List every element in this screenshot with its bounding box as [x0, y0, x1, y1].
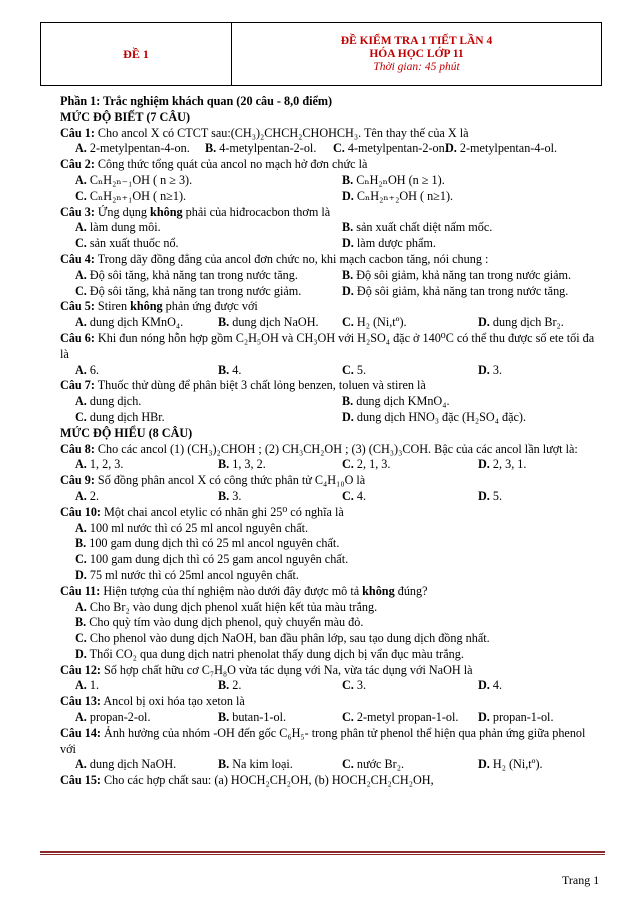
- option-letter: B.: [218, 710, 230, 725]
- option-text: H₂ (Ni,tº).: [489, 757, 543, 772]
- answer-option: [75, 710, 151, 726]
- answer-option: [75, 220, 161, 236]
- answer-option: [218, 315, 319, 331]
- footer-divider: [40, 851, 605, 853]
- page-number: Trang 1: [562, 873, 600, 887]
- answer-option: [75, 757, 176, 773]
- option-letter: A.: [75, 678, 87, 693]
- question-number: Câu 3:: [60, 204, 95, 219]
- question-number: Câu 4:: [60, 251, 95, 266]
- option-letter: B.: [75, 615, 87, 630]
- option-letter: C.: [75, 283, 87, 298]
- answer-option: [478, 489, 502, 505]
- option-text: dung dịch HNO₃ đặc (H₂SO₄ đặc).: [353, 409, 527, 424]
- question-text: Số hợp chất hữu cơ C₇H₈O vừa tác dụng với Na, vừa tác dụng với NaOH là: [100, 662, 473, 677]
- answer-options-row: [60, 236, 600, 252]
- answer-option: [342, 189, 453, 205]
- answer-option: [342, 678, 366, 694]
- option-text: 2-metyl propan-1-ol.: [353, 710, 459, 725]
- question-stem: [60, 442, 600, 458]
- option-letter: C.: [342, 678, 354, 693]
- option-text: 2, 3, 1.: [489, 457, 527, 472]
- answer-option: [478, 757, 543, 773]
- option-letter: C.: [342, 362, 354, 377]
- answer-options-row: [60, 521, 600, 537]
- option-letter: A.: [75, 362, 87, 377]
- question-text: Stiren: [94, 299, 131, 314]
- option-text: sản xuất thuốc nổ.: [86, 236, 179, 251]
- option-text: 3.: [353, 678, 367, 693]
- option-letter: A.: [75, 710, 87, 725]
- option-letter: D.: [478, 457, 490, 472]
- question-text: Cho các hợp chất sau: (a) HOCH₂CH₂OH, (b) HOCH₂CH₂CH₂OH,: [100, 773, 434, 788]
- answer-options-row: [60, 220, 600, 236]
- option-text: 4.: [489, 678, 503, 693]
- question-stem: [60, 773, 600, 789]
- option-letter: C.: [342, 457, 354, 472]
- answer-option: [75, 552, 348, 568]
- question-number: Câu 12:: [60, 662, 101, 677]
- question-text-rest: phải của hiđrocacbon thơm là: [182, 204, 331, 219]
- question-number: Câu 7:: [60, 378, 95, 393]
- question-number: Câu 11:: [60, 583, 101, 598]
- question-text: Cho các ancol (1) (CH₃)₂CHOH ; (2) CH₃CH₂OH ; (3) (CH₃)₃COH. Bậc của các ancol lần lượt là:: [94, 441, 578, 456]
- question-emphasis: không: [130, 299, 163, 314]
- option-text: propan-2-ol.: [86, 710, 151, 725]
- answer-option: [342, 457, 390, 473]
- option-text: 5.: [489, 488, 503, 503]
- answer-option: [75, 141, 190, 157]
- option-text: Độ sôi giảm, khả năng tan trong nước tăng.: [353, 283, 569, 298]
- question-number: Câu 10:: [60, 504, 101, 519]
- answer-option: [75, 173, 192, 189]
- answer-options-row: [60, 757, 600, 773]
- option-text: Cho quỳ tím vào dung dịch phenol, quỳ chuyển màu đỏ.: [86, 615, 364, 630]
- option-letter: B.: [218, 457, 230, 472]
- answer-option: [75, 189, 186, 205]
- option-letter: D.: [478, 362, 490, 377]
- question-stem: [60, 252, 600, 268]
- answer-option: [75, 410, 165, 426]
- option-text: 1.: [86, 678, 100, 693]
- answer-options-row: [60, 552, 600, 568]
- option-letter: A.: [75, 757, 87, 772]
- option-text: Na kim loại.: [229, 757, 293, 772]
- option-text: 4.: [229, 362, 242, 377]
- option-letter: D.: [478, 315, 490, 330]
- question-stem: [60, 694, 600, 710]
- exam-header: [40, 22, 602, 86]
- answer-option: [342, 410, 526, 426]
- answer-option: [75, 521, 308, 537]
- option-letter: C.: [75, 552, 87, 567]
- option-text: 100 gam dung dịch thì có 25 gam ancol nguyên chất.: [86, 552, 349, 567]
- question-text: Công thức tổng quát của ancol no mạch hở đơn chức là: [94, 157, 368, 172]
- question-stem: [60, 126, 600, 142]
- question-text: Thuốc thử dùng để phân biệt 3 chất lỏng benzen, toluen và stiren là: [94, 378, 426, 393]
- option-letter: B.: [218, 757, 230, 772]
- option-text: 100 gam dung dịch thì có 25 ml ancol nguyên chất.: [86, 536, 340, 551]
- question-text-rest: đúng?: [394, 583, 428, 598]
- answer-options-row: [60, 173, 600, 189]
- question-text: Một chai ancol etylic có nhãn ghi 25⁰ có nghĩa là: [100, 504, 344, 519]
- option-text: Cho phenol vào dung dịch NaOH, ban đầu phân lớp, sau tạo dung dịch đồng nhất.: [86, 631, 490, 646]
- option-text: CₙH₂ₙ₊₁OH ( n≥1).: [86, 188, 187, 203]
- option-letter: D.: [445, 141, 457, 156]
- option-letter: D.: [478, 678, 490, 693]
- question-text: Trong dãy đồng đẳng của ancol đơn chức no, khi mạch cacbon tăng, nói chung :: [94, 251, 489, 266]
- answer-option: [342, 315, 407, 331]
- footer-divider-thin: [40, 854, 605, 855]
- question-emphasis: không: [362, 583, 395, 598]
- option-letter: B.: [342, 267, 354, 282]
- option-letter: A.: [75, 520, 87, 535]
- option-text: làm dược phẩm.: [353, 236, 436, 251]
- answer-option: [342, 236, 436, 252]
- answer-option: [75, 315, 183, 331]
- question-number: Câu 13:: [60, 694, 101, 709]
- answer-option: [75, 394, 141, 410]
- option-letter: D.: [75, 567, 87, 582]
- option-text: CₙH₂ₙ₋₁OH ( n ≥ 3).: [86, 172, 193, 187]
- answer-options-row: [60, 189, 600, 205]
- question-number: Câu 15:: [60, 773, 101, 788]
- option-text: dung dịch KMnO₄.: [86, 315, 184, 330]
- option-text: sản xuất chất diệt nấm mốc.: [353, 220, 493, 235]
- answer-option: [75, 284, 301, 300]
- answer-option: [75, 236, 179, 252]
- option-letter: A.: [75, 267, 87, 282]
- option-letter: C.: [75, 409, 87, 424]
- option-letter: A.: [75, 172, 87, 187]
- question-number: Câu 8:: [60, 441, 95, 456]
- option-letter: A.: [75, 394, 87, 409]
- answer-option: [75, 536, 339, 552]
- question-stem: [60, 505, 600, 521]
- answer-option: [205, 141, 316, 157]
- question-emphasis: không: [150, 204, 183, 219]
- exam-title: ĐỀ KIỂM TRA 1 TIẾT LẦN 4: [340, 34, 493, 47]
- answer-option: [342, 284, 568, 300]
- question-text: Cho ancol X có CTCT sau:(CH₃)₂CHCH₂CHOHCH₃. Tên thay thế của X là: [94, 125, 469, 140]
- option-text: làm dung môi.: [86, 220, 161, 235]
- option-text: dung dịch NaOH.: [86, 757, 177, 772]
- exam-content: [60, 94, 600, 789]
- option-letter: C.: [333, 141, 345, 156]
- question-stem: [60, 378, 600, 394]
- question-number: Câu 14:: [60, 725, 101, 740]
- option-text: 3.: [489, 362, 503, 377]
- option-letter: A.: [75, 141, 87, 156]
- option-text: dung dịch Br₂.: [489, 315, 564, 330]
- option-text: CₙH₂ₙ₊₂OH ( n≥1).: [353, 188, 454, 203]
- answer-options-row: [60, 268, 600, 284]
- answer-options-row: [60, 647, 600, 663]
- answer-options-row: [60, 615, 600, 631]
- answer-option: [478, 315, 564, 331]
- option-text: Độ sôi tăng, khả năng tan trong nước tăng.: [86, 267, 298, 282]
- question-stem: [60, 726, 600, 758]
- option-letter: B.: [75, 536, 87, 551]
- question-text: Số đồng phân ancol X có công thức phân tử C₄H₁₀O là: [94, 473, 366, 488]
- answer-option: [75, 457, 123, 473]
- answer-options-row: [60, 489, 600, 505]
- exam-subject: HÓA HỌC LỚP 11: [369, 47, 464, 60]
- question-number: Câu 9:: [60, 473, 95, 488]
- answer-options-row: [60, 631, 600, 647]
- question-stem: [60, 584, 600, 600]
- option-letter: D.: [342, 409, 354, 424]
- answer-option: [75, 647, 464, 663]
- answer-options-row: [60, 284, 600, 300]
- question-stem: [60, 157, 600, 173]
- option-text: 4-metylpentan-2-ol.: [216, 141, 317, 156]
- question-text: Hiện tượng của thí nghiệm nào dưới đây được mô tả: [100, 583, 363, 598]
- question-stem: [60, 205, 600, 221]
- answer-options-row: [60, 568, 600, 584]
- answer-option: [342, 220, 492, 236]
- answer-option: [333, 141, 448, 157]
- answer-option: [75, 568, 299, 584]
- option-text: 1, 3, 2.: [229, 457, 266, 472]
- option-letter: B.: [218, 315, 230, 330]
- answer-options-row: [60, 141, 600, 157]
- option-text: nước Br₂.: [353, 757, 404, 772]
- option-text: 75 ml nước thì có 25ml ancol nguyên chất.: [86, 567, 299, 582]
- option-letter: D.: [478, 757, 490, 772]
- option-text: Cho Br₂ vào dung dịch phenol xuất hiện kết tủa màu trắng.: [86, 599, 378, 614]
- option-letter: D.: [478, 710, 490, 725]
- question-text: Khi đun nóng hỗn hợp gồm C₂H₅OH và CH₃OH với H₂SO₄ đặc ở 140⁰C có thể thu được số ete tối đa là: [60, 330, 595, 361]
- answer-options-row: [60, 363, 600, 379]
- option-text: 6.: [86, 362, 100, 377]
- option-letter: C.: [75, 631, 87, 646]
- question-text: Ứng dụng: [94, 204, 151, 219]
- option-text: 1, 2, 3.: [86, 457, 124, 472]
- answer-option: [342, 268, 571, 284]
- option-text: Thổi CO₂ qua dung dịch natri phenolat thấy dung dịch bị vẩn đục màu trắng.: [86, 646, 464, 661]
- section-heading: MỨC ĐỘ HIỂU (8 CÂU): [60, 425, 193, 440]
- option-text: 4-metylpentan-2-on.: [344, 141, 448, 156]
- option-text: butan-1-ol.: [229, 710, 287, 725]
- question-number: Câu 6:: [60, 330, 95, 345]
- answer-option: [342, 173, 445, 189]
- option-letter: C.: [342, 488, 354, 503]
- option-text: 4.: [353, 488, 367, 503]
- question-stem: [60, 473, 600, 489]
- answer-option: [218, 678, 241, 694]
- question-number: Câu 2:: [60, 157, 95, 172]
- answer-option: [75, 600, 377, 616]
- exam-title-block: [232, 23, 601, 85]
- answer-option: [478, 363, 502, 379]
- option-letter: A.: [75, 599, 87, 614]
- option-letter: D.: [342, 236, 354, 251]
- option-letter: C.: [342, 757, 354, 772]
- option-text: dung dịch KMnO₄.: [353, 394, 450, 409]
- answer-option: [218, 457, 266, 473]
- option-letter: B.: [218, 678, 230, 693]
- question-number: Câu 1:: [60, 125, 95, 140]
- option-letter: A.: [75, 488, 87, 503]
- section-heading: Phần 1: Trắc nghiệm khách quan (20 câu - 8,0 điểm): [60, 94, 333, 108]
- answer-option: [342, 489, 366, 505]
- exam-code: ĐỀ 1: [41, 23, 232, 85]
- answer-options-row: [60, 457, 600, 473]
- option-text: H₂ (Ni,tº).: [353, 315, 407, 330]
- answer-options-row: [60, 710, 600, 726]
- question-text-rest: phản ứng được với: [162, 299, 258, 314]
- option-letter: C.: [342, 315, 354, 330]
- option-text: CₙH₂ₙOH (n ≥ 1).: [353, 172, 445, 187]
- question-text: Ancol bị oxi hóa tạo xeton là: [100, 694, 245, 709]
- option-text: dung dịch.: [86, 394, 142, 409]
- option-letter: B.: [342, 220, 354, 235]
- option-letter: D.: [75, 646, 87, 661]
- option-text: 2.: [229, 678, 242, 693]
- question-stem: [60, 299, 600, 315]
- answer-options-row: [60, 536, 600, 552]
- answer-option: [342, 757, 404, 773]
- answer-option: [218, 489, 241, 505]
- option-text: 2-metylpentan-4-ol.: [456, 141, 558, 156]
- answer-option: [445, 141, 557, 157]
- answer-options-row: [60, 315, 600, 331]
- answer-option: [218, 757, 293, 773]
- answer-option: [478, 678, 502, 694]
- option-letter: D.: [478, 488, 490, 503]
- answer-option: [342, 394, 450, 410]
- answer-options-row: [60, 678, 600, 694]
- answer-option: [75, 363, 99, 379]
- question-stem: [60, 331, 600, 363]
- option-text: dung dịch HBr.: [86, 409, 165, 424]
- option-text: 5.: [353, 362, 367, 377]
- option-text: Độ sôi tăng, khả năng tan trong nước giảm.: [86, 283, 302, 298]
- option-letter: B.: [205, 141, 217, 156]
- answer-option: [342, 363, 366, 379]
- option-letter: D.: [342, 283, 354, 298]
- option-text: Độ sôi giảm, khả năng tan trong nước giảm.: [353, 267, 572, 282]
- option-letter: B.: [218, 488, 230, 503]
- answer-option: [75, 268, 298, 284]
- option-letter: C.: [342, 710, 354, 725]
- option-letter: B.: [342, 394, 354, 409]
- question-number: Câu 5:: [60, 299, 95, 314]
- answer-option: [342, 710, 458, 726]
- answer-option: [478, 710, 554, 726]
- answer-option: [75, 678, 99, 694]
- option-letter: B.: [218, 362, 230, 377]
- answer-option: [218, 710, 286, 726]
- answer-options-row: [60, 600, 600, 616]
- section-heading: MỨC ĐỘ BIẾT (7 CÂU): [60, 109, 190, 124]
- option-letter: C.: [75, 188, 87, 203]
- answer-option: [218, 363, 241, 379]
- option-letter: C.: [75, 236, 87, 251]
- option-text: propan-1-ol.: [489, 710, 554, 725]
- option-text: 100 ml nước thì có 25 ml ancol nguyên chất.: [86, 520, 309, 535]
- exam-time: Thời gian: 45 phút: [373, 60, 460, 73]
- option-text: dung dịch NaOH.: [229, 315, 319, 330]
- answer-options-row: [60, 410, 600, 426]
- answer-option: [75, 489, 99, 505]
- option-letter: A.: [75, 457, 87, 472]
- option-letter: B.: [342, 172, 354, 187]
- option-letter: D.: [342, 188, 354, 203]
- answer-option: [75, 615, 363, 631]
- option-text: 2.: [86, 488, 100, 503]
- option-letter: A.: [75, 315, 87, 330]
- question-stem: [60, 663, 600, 679]
- option-text: 2, 1, 3.: [353, 457, 391, 472]
- answer-option: [478, 457, 526, 473]
- answer-option: [75, 631, 490, 647]
- option-text: 2-metylpentan-4-on.: [86, 141, 190, 156]
- option-letter: A.: [75, 220, 87, 235]
- option-text: 3.: [229, 488, 242, 503]
- question-text: Ảnh hưởng của nhóm -OH đến gốc C₆H₅- trong phân tử phenol thể hiện qua phản ứng giữa phenol với: [60, 725, 586, 756]
- answer-options-row: [60, 394, 600, 410]
